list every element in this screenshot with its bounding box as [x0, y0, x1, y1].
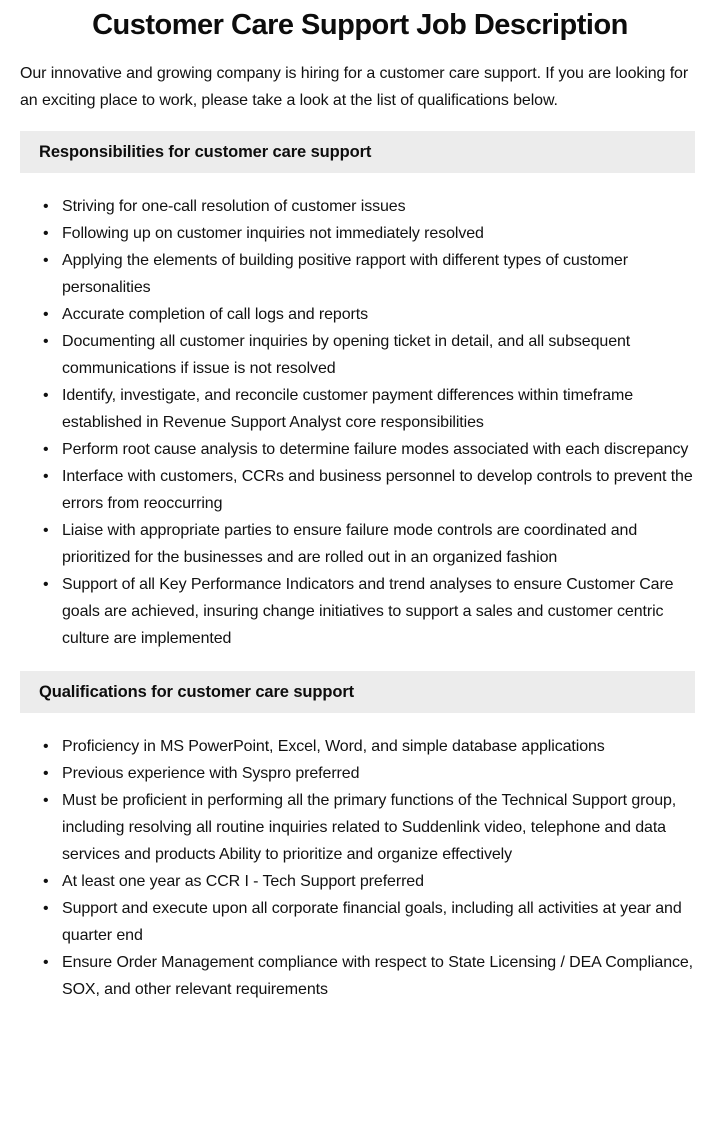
list-item: • At least one year as CCR I - Tech Support preferred: [43, 868, 700, 895]
list-item: • Ensure Order Management compliance with respect to State Licensing / DEA Compliance, SOX, and other relevant requirements: [43, 949, 700, 1003]
list-item: • Accurate completion of call logs and reports: [43, 301, 700, 328]
responsibilities-list: [20, 193, 700, 652]
list-item: • Support and execute upon all corporate financial goals, including all activities at year and quarter end: [43, 895, 700, 949]
page-title: Customer Care Support Job Description: [92, 9, 628, 41]
list-item: • Previous experience with Syspro preferred: [43, 760, 700, 787]
list-item: • Documenting all customer inquiries by opening ticket in detail, and all subsequent communications if issue is not resolved: [43, 328, 700, 382]
list-item: • Proficiency in MS PowerPoint, Excel, Word, and simple database applications: [43, 733, 700, 760]
list-item: • Identify, investigate, and reconcile customer payment differences within timeframe established in Revenue Support Analyst core responsibilities: [43, 382, 700, 436]
qualifications-section-heading: Qualifications for customer care support: [20, 671, 695, 713]
intro-paragraph: Our innovative and growing company is hiring for a customer care support. If you are looking for an exciting place to work, please take a look at the list of qualifications below.: [20, 65, 689, 109]
list-item: • Following up on customer inquiries not immediately resolved: [43, 220, 700, 247]
section-qualifications: [20, 671, 700, 1003]
list-item: • Support of all Key Performance Indicators and trend analyses to ensure Customer Care goals are achieved, insuring change initiatives to support a sales and customer centric culture are implemented: [43, 571, 700, 652]
list-item: • Liaise with appropriate parties to ensure failure mode controls are coordinated and prioritized for the businesses and are rolled out in an organized fashion: [43, 517, 700, 571]
responsibilities-section-heading: Responsibilities for customer care support: [20, 131, 695, 173]
list-item: • Applying the elements of building positive rapport with different types of customer personalities: [43, 247, 700, 301]
list-item: • Striving for one-call resolution of customer issues: [43, 193, 700, 220]
list-item: • Perform root cause analysis to determine failure modes associated with each discrepancy: [43, 436, 700, 463]
list-item: • Must be proficient in performing all the primary functions of the Technical Support group, including resolving all routine inquiries related to Suddenlink video, telephone and data services and products Ability to prioritize and organize effectively: [43, 787, 700, 868]
section-responsibilities: [20, 131, 700, 652]
list-item: • Interface with customers, CCRs and business personnel to develop controls to prevent the errors from reoccurring: [43, 463, 700, 517]
qualifications-list: [20, 733, 700, 1003]
